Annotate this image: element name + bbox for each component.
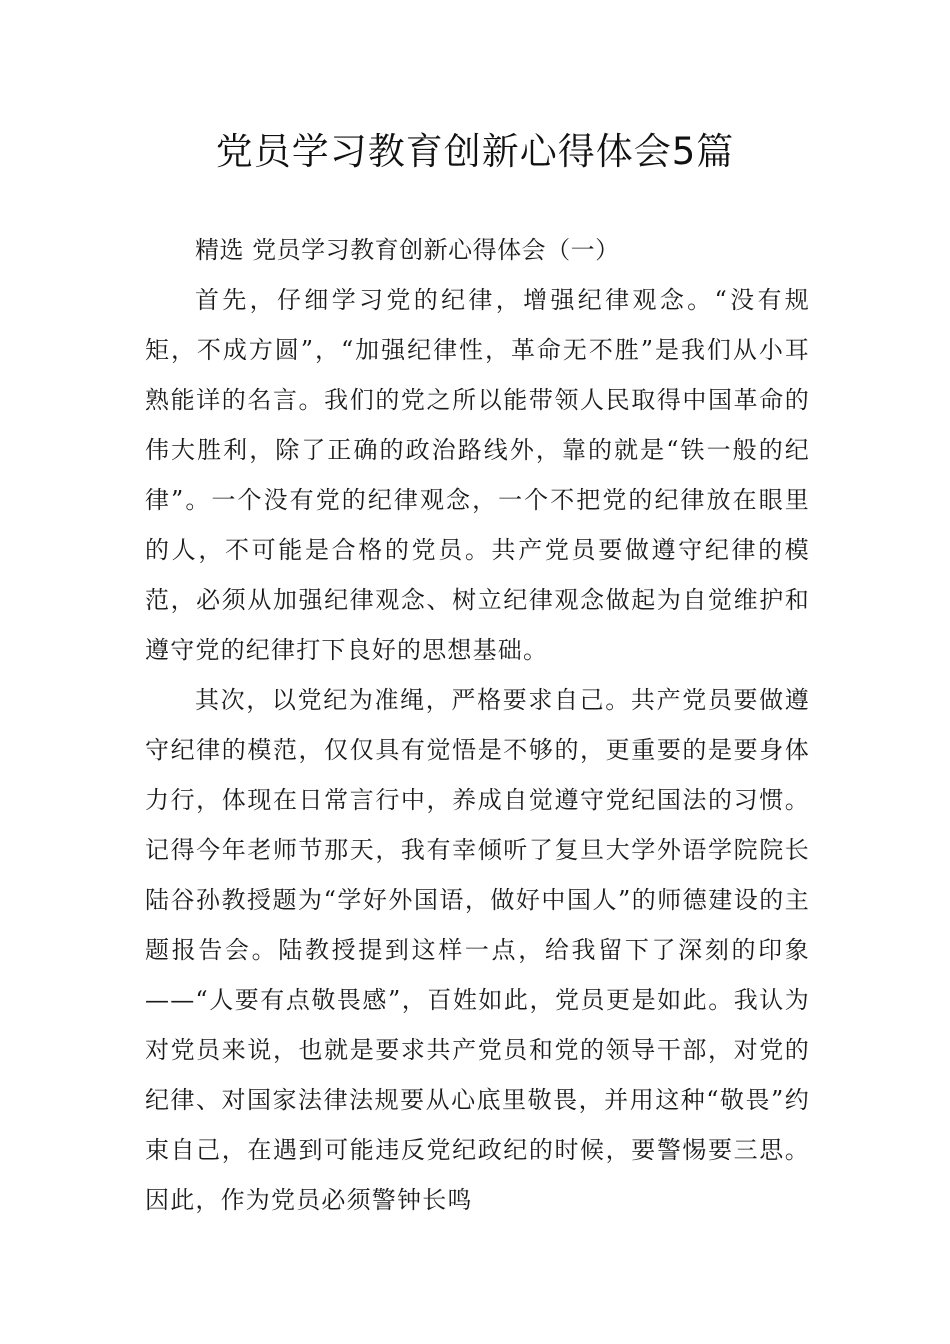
document-title: 党员学习教育创新心得体会5篇	[215, 130, 735, 173]
document-body	[145, 225, 810, 1225]
paragraph: 其次，以党纪为准绳，严格要求自己。共产党员要做遵守纪律的模范，仅仅具有觉悟是不够的，更重要的是要身体力行，体现在日常言行中，养成自觉遵守党纪国法的习惯。记得今年老师节那天，我有幸倾听了复旦大学外语学院院长陆谷孙教授题为“学好外国语，做好中国人”的师德建设的主题报告会。陆教授提到这样一点，给我留下了深刻的印象——“人要有点敬畏感”，百姓如此，党员更是如此。我认为对党员来说，也就是要求共产党员和党的领导干部，对党的纪律、对国家法律法规要从心底里敬畏，并用这种“敬畏”约束自己，在遇到可能违反党纪政纪的时候，要警惕要三思。因此，作为党员必须警钟长鸣	[145, 686, 810, 1214]
section-heading: 精选 党员学习教育创新心得体会（一）	[195, 236, 620, 264]
paragraph: 首先，仔细学习党的纪律，增强纪律观念。“没有规矩，不成方圆”，“加强纪律性，革命无不胜”是我们从小耳熟能详的名言。我们的党之所以能带领人民取得中国革命的伟大胜利，除了正确的政治路线外，靠的就是“铁一般的纪律”。一个没有党的纪律观念，一个不把党的纪律放在眼里的人，不可能是合格的党员。共产党员要做遵守纪律的模范，必须从加强纪律观念、树立纪律观念做起为自觉维护和遵守党的纪律打下良好的思想基础。	[145, 286, 810, 664]
